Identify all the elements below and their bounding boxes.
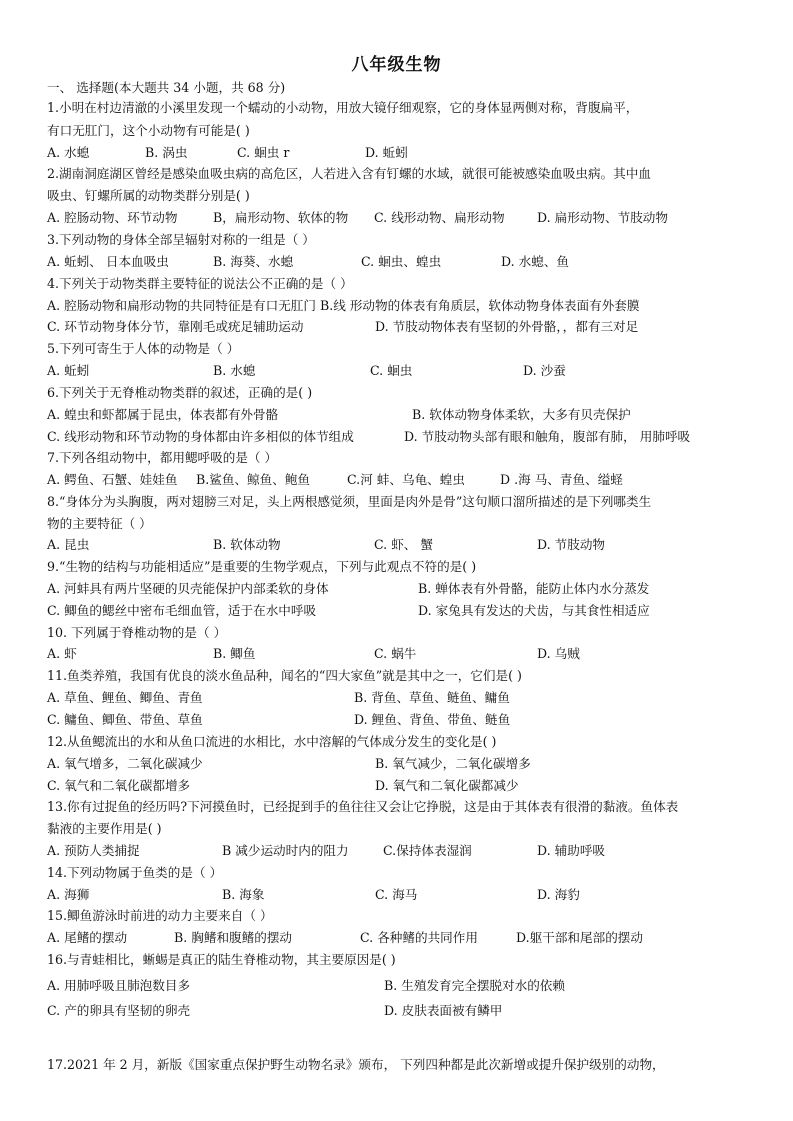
question-line: 吸虫、钉螺所属的动物类群分别是( )	[47, 188, 250, 203]
answer-option: B. 涡虫	[145, 145, 188, 160]
question-line: 16.与青蛙相比，蜥蜴是真正的陆生脊椎动物，其主要原因是( )	[47, 952, 396, 967]
answer-option: A. 腔肠动物、环节动物	[47, 210, 178, 225]
answer-option: B.鲨鱼、鲸鱼、鲍鱼	[196, 472, 311, 487]
answer-option: A. 河蚌具有两片坚硬的贝壳能保护内部柔软的身体	[47, 581, 329, 596]
answer-option: D. 蚯蚓	[365, 145, 408, 160]
answer-option: C. 蜗牛	[374, 646, 417, 661]
answer-option: D. 海豹	[537, 887, 580, 902]
answer-option: D. 辅助呼吸	[537, 843, 606, 858]
answer-option: C. 线形动物、扁形动物	[374, 210, 505, 225]
question-line: 黏液的主要作用是( )	[47, 821, 162, 836]
answer-option: D. 氧气和二氧化碳都减少	[375, 778, 519, 793]
answer-option: D. 节肢动物	[537, 537, 606, 552]
answer-option: D. 沙蚕	[523, 363, 566, 378]
answer-option: A. 草鱼、鲤鱼、鲫鱼、青鱼	[47, 690, 203, 705]
answer-option: D. 节肢动物体表有坚韧的外骨骼，，都有三对足	[375, 319, 639, 334]
section-heading: 一、 选择题(本大题共 34 小题，共 68 分)	[47, 80, 286, 95]
answer-option: B. 氧气减少，二氧化碳增多	[375, 756, 531, 771]
answer-option: B. 海象	[222, 887, 265, 902]
answer-option: A. 昆虫	[47, 537, 90, 552]
answer-option: A. 尾鳍的摆动	[47, 930, 128, 945]
question-line: 7.下列各组动物中，都用鳃呼吸的是（ ）	[47, 450, 278, 465]
answer-option: B. 水螅	[213, 363, 256, 378]
question-line: 物的主要特征（ ）	[47, 516, 152, 531]
answer-option: D .海 马、青鱼、缢蛏	[500, 472, 623, 487]
answer-option: B. 软体动物身体柔软，大多有贝壳保护	[412, 407, 631, 422]
question-line: 15.鲫鱼游泳时前进的动力主要来自（ ）	[47, 908, 273, 923]
question-line: 9.“生物的结构与功能相适应”是重要的生物学观点，下列与此观点不符的是( )	[47, 559, 477, 574]
answer-option: B. 软体动物	[213, 537, 281, 552]
question-line: 8.“身体分为头胸腹，两对翅膀三对足，头上两根感觉须，里面是肉外是骨”这句顺口溜所描述的是下列哪类生	[47, 494, 652, 509]
answer-option: D.躯干部和尾部的摆动	[516, 930, 643, 945]
answer-option: C. 产的卵具有坚韧的卵壳	[47, 1003, 191, 1018]
answer-option: C. 虾、 蟹	[374, 537, 433, 552]
answer-option: C.保持体表湿润	[383, 843, 472, 858]
answer-option: A. 氧气增多，二氧化碳减少	[47, 756, 203, 771]
question-line: 14.下列动物属于鱼类的是（ ）	[47, 865, 223, 880]
answer-option: C. 线形动物和环节动物的身体都由许多相似的体节组成	[47, 429, 354, 444]
answer-option: D. 鲤鱼、背鱼、带鱼、鲢鱼	[354, 712, 511, 727]
answer-option: A. 预防人类捕捉	[47, 843, 140, 858]
question-line: 2.湖南洞庭湖区曾经是感染血吸虫病的高危区，人若进入含有钉螺的水域，就很可能被感染血吸虫病。其中血	[47, 166, 651, 181]
answer-option: C. 蛔虫、蝗虫	[361, 254, 442, 269]
page-title: 八年级生物	[351, 55, 442, 75]
answer-option: C. 蛔虫 r	[237, 145, 290, 160]
answer-option: A. 用肺呼吸且肺泡数目多	[47, 978, 191, 993]
answer-option: C. 各种鳍的共同作用	[360, 930, 478, 945]
answer-option: C. 环节动物身体分节，靠刚毛或疣足辅助运动	[47, 319, 304, 334]
question-line: 5.下列可寄生于人体的动物是（ ）	[47, 341, 240, 356]
answer-option: A. 腔肠动物和扁形动物的共同特征是有口无肛门 B.线 形动物的体表有角质层，软体动物身体表面有外套膜	[47, 298, 640, 313]
answer-option: A. 蚯蚓、 日本血吸虫	[47, 254, 169, 269]
answer-option: C. 鳙鱼、鲫鱼、带鱼、草鱼	[47, 712, 203, 727]
answer-option: C. 海马	[375, 887, 418, 902]
answer-option: D. 乌贼	[537, 646, 580, 661]
answer-option: B. 生殖发育完全摆脱对水的依赖	[384, 978, 565, 993]
question-line: 12.从鱼鳃流出的水和从鱼口流进的水相比，水中溶解的气体成分发生的变化是( )	[47, 734, 497, 749]
answer-option: A. 虾	[47, 646, 77, 661]
answer-option: B. 海葵、水螅	[213, 254, 294, 269]
answer-option: A. 蚯蚓	[47, 363, 90, 378]
answer-option: A. 蝗虫和虾都属于昆虫，体表都有外骨骼	[47, 407, 279, 422]
answer-option: C. 氧气和二氧化碳都增多	[47, 778, 191, 793]
answer-option: B 减少运动时内的阻力	[222, 843, 349, 858]
question-line: 10. 下列属于脊椎动物的是（ ）	[47, 625, 227, 640]
answer-option: D. 皮肤表面被有鳞甲	[384, 1003, 503, 1018]
question-line: 13.你有过捉鱼的经历吗?下河摸鱼时，已经捉到手的鱼往往又会让它挣脱，这是由于其体表有很滑的黏液。鱼体表	[47, 799, 679, 814]
question-line: 有口无肛门，这个小动物有可能是( )	[47, 123, 250, 138]
answer-option: B. 胸鳍和腹鳍的摆动	[174, 930, 293, 945]
question-line: 6.下列关于无脊椎动物类群的叙述，正确的是( )	[47, 385, 313, 400]
question-line: 3.下列动物的身体全部呈辐射对称的一组是（ ）	[47, 232, 315, 247]
answer-option: C. 蛔虫	[370, 363, 413, 378]
question-line: 11.鱼类养殖，我国有优良的淡水鱼品种，闻名的“四大家鱼”就是其中之一，它们是( )	[47, 668, 522, 683]
answer-option: D. 扁形动物、节肢动物	[537, 210, 668, 225]
answer-option: B. 背鱼、草鱼、鲢鱼、鳙鱼	[354, 690, 510, 705]
answer-option: B. 鲫鱼	[213, 646, 256, 661]
answer-option: B，扁形动物、软体的物	[213, 210, 349, 225]
answer-option: A. 鳄鱼、石蟹、娃娃鱼	[47, 472, 178, 487]
answer-option: C. 鲫鱼的鳃丝中密布毛细血管，适于在水中呼吸	[47, 603, 317, 618]
answer-option: D. 家兔具有发达的犬齿，与其食性相适应	[418, 603, 650, 618]
answer-option: B. 蝉体表有外骨骼，能防止体内水分蒸发	[418, 581, 650, 596]
question-line: 17.2021 年 2 月，新版《国家重点保护野生动物名录》颁布， 下列四种都是此次新增或提升保护级别的动物，	[47, 1057, 665, 1072]
question-line: 1.小明在村边清澈的小溪里发现一个蠕动的小动物，用放大镜仔细观察，它的身体显两侧对称，背腹扁平，	[47, 100, 639, 115]
answer-option: D. 节肢动物头部有眼和触角，腹部有肺， 用肺呼吸	[404, 429, 691, 444]
answer-option: D. 水螅、鱼	[501, 254, 570, 269]
question-line: 4.下列关于动物类群主要特征的说法公不正确的是（ ）	[47, 276, 353, 291]
answer-option: A. 海狮	[47, 887, 90, 902]
answer-option: C.河 蚌、乌龟、蝗虫	[347, 472, 465, 487]
answer-option: A. 水螅	[47, 145, 90, 160]
